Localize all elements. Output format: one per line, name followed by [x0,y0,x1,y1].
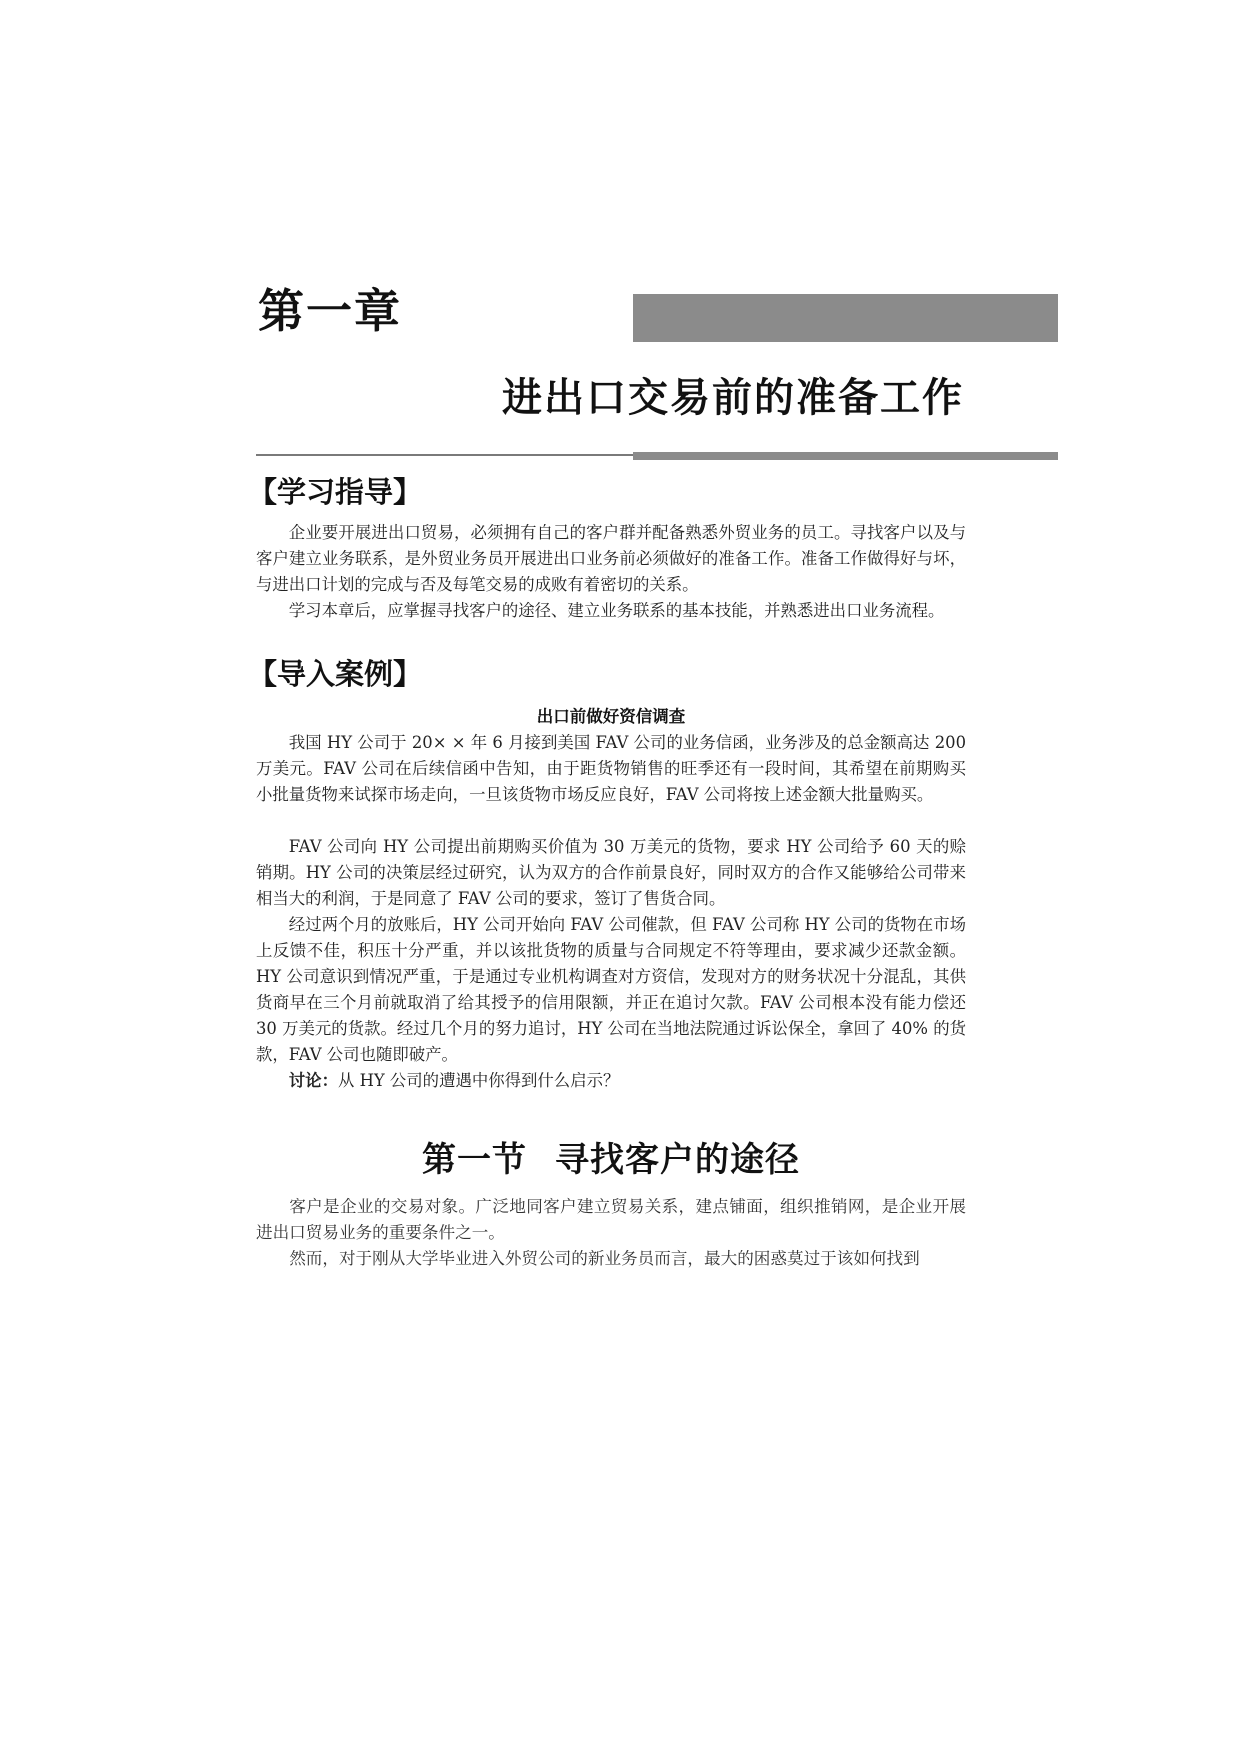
chapter-header-bar [633,294,1058,342]
chapter-rule [256,454,636,456]
case-paragraph-3: 经过两个月的放账后，HY 公司开始向 FAV 公司催款，但 FAV 公司称 HY 公司的货物在市场上反馈不佳，积压十分严重，并以该批货物的质量与合同规定不符等理由，要求减少还款金额。HY 公司意识到情况严重，于是通过专业机构调查对方资信，发现对方的财务状况十分混乱，其供货商早在三个月前就取消了给其授予的信用限额，并正在追讨欠款。FAV 公司根本没有能力偿还 30 万美元的货款。经过几个月的努力追讨，HY 公司在当地法院通过诉讼保全，拿回了 40% 的货款，FAV 公司也随即破产。 [256,915,966,1064]
section-paragraph-2: 然而，对于刚从大学毕业进入外贸公司的新业务员而言，最大的困惑莫过于该如何找到 [289,1249,920,1268]
section-number: 第一节 [422,1140,527,1180]
section-paragraph-1: 客户是企业的交易对象。广泛地同客户建立贸易关系，建点铺面，组织推销网，是企业开展进出口贸易业务的重要条件之一。 [256,1197,966,1242]
case-paragraph-1: 我国 HY 公司于 20× × 年 6 月接到美国 FAV 公司的业务信函，业务涉及的总金额高达 200 万美元。FAV 公司在后续信函中告知，由于距货物销售的旺季还有一段时间，其希望在前期购买小批量货物来试探市场走向，一旦该货物市场反应良好，FAV 公司将按上述金额大批量购买。 [256,733,966,804]
discussion-text: 从 HY 公司的遭遇中你得到什么启示？ [337,1071,620,1090]
chapter-label: 第一章 [258,284,402,338]
discussion-label: 讨论： [288,1071,338,1090]
guide-paragraph-2: 学习本章后，应掌握寻找客户的途径、建立业务联系的基本技能，并熟悉进出口业务流程。 [288,601,945,620]
case-title: 出口前做好资信调查 [536,707,686,726]
section-title [256,1132,966,1181]
guide-heading: 【学习指导】 [248,475,423,509]
chapter-title: 进出口交易前的准备工作 [502,375,964,421]
case-paragraph-2: FAV 公司向 HY 公司提出前期购买价值为 30 万美元的货物，要求 HY 公司给予 60 天的赊销期。HY 公司的决策层经过研究，认为双方的合作前景良好，同时双方的合作又能够给公司带来相当大的利润，于是同意了 FAV 公司的要求，签订了售货合同。 [256,837,966,908]
guide-paragraph-1: 企业要开展进出口贸易，必须拥有自己的客户群并配备熟悉外贸业务的员工。寻找客户以及与客户建立业务联系，是外贸业务员开展进出口业务前必须做好的准备工作。准备工作做得好与坏，与进出口计划的完成与否及每笔交易的成败有着密切的关系。 [256,523,966,594]
chapter-footer-bar [633,452,1058,460]
case-heading: 【导入案例】 [248,657,423,691]
case-discussion [256,1068,966,1094]
section-name: 寻找客户的途径 [555,1140,800,1180]
